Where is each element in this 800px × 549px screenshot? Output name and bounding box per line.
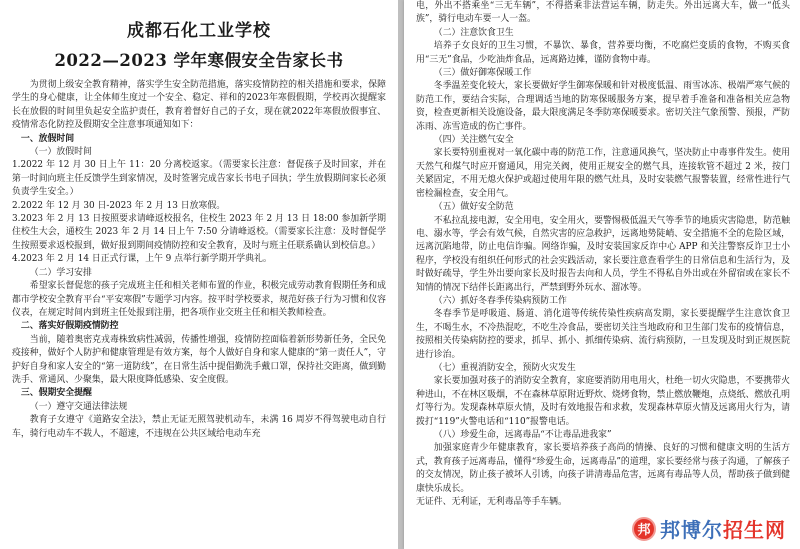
body-paragraph: 不私拉乱接电源，安全用电，安全用火，要警惕极低温天气等季节的地质灾害隐患，防范触电、溺水等，学会有效气候，自然灾害的应急救护，远离地势陡峭、安全措施不全的危险区域，远离沉陷地带，防止电信诈骗。网络诈骗，及时安装国家反诈中心 APP 和关注警察反诈卫士小程序，学校没有组织任何形式的社会实践活动，家长要注意查看学生的日常信息和生活行为，及时做好疏导，学生外出要向家长及时报告去向和人员，学生不得私自外出或在外留宿或在家长不知情的情况下结伴长距离出行，严禁到野外玩水、溜冰等。 bbox=[416, 215, 790, 293]
section-heading: 三、假期安全提醒 bbox=[20, 388, 92, 399]
body-paragraph: 4.2023 年 2 月 14 日正式行课，上午 9 点举行新学期开学典礼。 bbox=[12, 254, 272, 265]
body-paragraph: 家长要特别重视对一氧化碳中毒的防范工作，注意通风换气，坚决防止中毒事件发生。使用天然气和煤气时应开窗通风，用完关阀，使用正规安全的燃气具，连接软管不超过 2 米，按门关紧固定，不用无熄火保护或超过使用年限的燃气灶具，及时安装燃气报警装置，经常性进行气密检漏检查，安全用气。 bbox=[416, 148, 790, 199]
watermark-text-red: 招生网 bbox=[723, 518, 786, 542]
body-paragraph: 冬季温差变化较大，家长要做好学生御寒保暖和针对极度低温、雨雪冰冻、极端严寒气候的防范工作，要结合实际，合理调适当地的防寒保暖服务方案，提早着手准备和准备相关应急物资，检查更新相关设施设备，最大限度满足冬季防寒保暖要求。密切关注气象预警、预报，严防冻雨、冻雪造成的伤亡事件。 bbox=[416, 81, 790, 132]
section-heading: 二、落实好假期疫情防控 bbox=[20, 321, 119, 332]
subsection-heading: （一）放假时间 bbox=[29, 147, 92, 158]
document-page-left bbox=[0, 0, 398, 549]
body-paragraph: 1.2022 年 12 月 30 日上午 11：20 分离校返家。（需要家长注意：督促孩子及时回家，并在第一时间向班主任反馈学生到家情况，及时签署完成告家长书电子回执；学生放假期间家长必须负责学生安全。） bbox=[12, 160, 386, 198]
watermark-logo-icon: 邦 bbox=[632, 517, 656, 541]
body-paragraph: 2.2022 年 12 月 30 日-2023 年 2 月 13 日放寒假。 bbox=[12, 200, 226, 211]
section-heading: 一、放假时间 bbox=[20, 133, 75, 144]
body-paragraph: 电，外出不搭乘坐“三无车辆”，不得搭乘非法营运车辆，防走失。外出远离大车，做一“低头族”，骑行电动车要一人一盔。 bbox=[416, 1, 790, 25]
body-paragraph: 培养子女良好的卫生习惯，不暴饮、暴食，营养要均衡，不吃腐烂变质的食物，不购买食用“三无”食品，少吃油炸食品，远离路边摊，谨防食物中毒。 bbox=[416, 41, 790, 65]
body-paragraph: 当前，随着奥密克戎毒株致病性减弱，传播性增强，疫情防控面临着新形势新任务，全民免疫接种，做好个人防护和健康管理是有效方案，每个人做好自身和家人健康的“第一责任人”，守护好自身和家人安全的“第一道防线”，在日常生活中提倡勤洗手戴口罩，保持社交距离，做到勤洗手、常通风、少聚集，最大限度降低感染、安全度假。 bbox=[12, 334, 386, 385]
subsection-heading: （一）遵守交通法律法规 bbox=[29, 401, 128, 412]
watermark-text bbox=[660, 514, 786, 543]
body-paragraph: 加强家庭青少年健康教育，家长要培养孩子高尚的情操、良好的习惯和健康文明的生活方式，教育孩子远离毒品，懂得“珍爱生命，远离毒品”的道理，家长要经常与孩子沟通，了解孩子的交友情况，防止孩子被坏人引诱，向孩子讲清毒品危害，远离有毒品等人员，帮助孩子做到健康快乐成长。 bbox=[416, 443, 790, 494]
document-title-school: 成都石化工业学校 bbox=[127, 21, 271, 41]
subsection-heading: （四）关注燃气安全 bbox=[433, 135, 514, 146]
subsection-heading: （三）做好御寒保暖工作 bbox=[433, 68, 532, 79]
subsection-heading: （八）珍爱生命，远离毒品“不让毒品进我家” bbox=[433, 430, 612, 440]
subsection-heading: （二）学习安排 bbox=[29, 267, 92, 278]
subsection-heading: （五）做好安全防范 bbox=[433, 202, 514, 213]
body-paragraph: 教育子女遵守《道路安全法》，禁止无证无照驾驶机动车，未满 16 周岁不得驾驶电动自行车，骑行电动车不载人，不超速，不违规在公共区域给电动车充 bbox=[12, 415, 386, 439]
subsection-heading: （六）抓好冬春季传染病预防工作 bbox=[433, 295, 567, 306]
body-paragraph: 希望家长督促您的孩子完成班主任和相关老师布置的作业，积极完成劳动教育假期任务和成都市学校安全教育平台“平安寒假”专题学习内容。按平时学校要求，规范好孩子行为习惯和仪容仪表，在规定时间内到班主任处报到注册，把各项作业交班主任和相关教师检查。 bbox=[12, 281, 386, 318]
left-page-body bbox=[12, 79, 386, 441]
site-watermark bbox=[628, 512, 792, 545]
watermark-text-blue: 邦博尔 bbox=[660, 518, 723, 542]
document-page-right bbox=[404, 0, 800, 549]
body-paragraph: 为贯彻上级安全教育精神，落实学生安全防范措施，落实疫情防控的相关措施和要求，保障学生的身心健康，让全体师生度过一个安全、稳定、祥和的2023年寒假假期，学校再次提醒家长在放假的时间里负起安全监护责任，教育着督好自己的子女，现在就2022年寒假放假事宜、疫情常态化防控及假期安全注意事项通知如下： bbox=[12, 80, 386, 131]
body-paragraph: 家长要加强对孩子的消防安全教育，家庭要消防用电用火，杜绝一切火灾隐患，不要携带火种进山，不在林区吸烟，不在森林草原附近野炊、烧烤食物，禁止燃放鞭炮，点烧纸、燃放孔明灯等行为。发现森林草原火情，及时有效地报告和求救，发现森林草原火情及远离用火行为，请拨打“119”火警电话和“110”报警电话。 bbox=[416, 376, 790, 427]
body-paragraph: 无证件、无利证，无利毒品等手车辆。 bbox=[416, 497, 567, 508]
body-paragraph: 3.2023 年 2 月 13 日按照要求请峰返校报名，住校生 2023 年 2 月 13 日 18:00 参加新学期住校生大会，通校生 2023 年 2 月 14 日上午 7:50 分请峰返校。（需要家长注意：及时督促学生按照要求返校报到，做好报到期间疫情防控和安全教育，及时与班主任联系确认到校信息。） bbox=[12, 214, 386, 251]
subsection-heading: （二）注意饮食卫生 bbox=[433, 27, 514, 38]
document-title-notice: 2022—2023 学年寒假安全告家长书 bbox=[54, 51, 344, 70]
subsection-heading: （七）重视消防安全，预防火灾发生 bbox=[433, 362, 576, 373]
body-paragraph: 冬春季节是呼吸道、肠道、消化道等传统传染性疾病高发期，家长要提醒学生注意饮食卫生，不喝生水，不冷热混吃，不吃生冷食品，要密切关注当地政府和卫生部门发布的疫情信息，按照相关传染病防控的要求，抓早、抓小、抓细传染病、流行病预防，一旦发现及时到正规医院进行诊治。 bbox=[416, 309, 790, 360]
right-page-body bbox=[416, 0, 790, 509]
